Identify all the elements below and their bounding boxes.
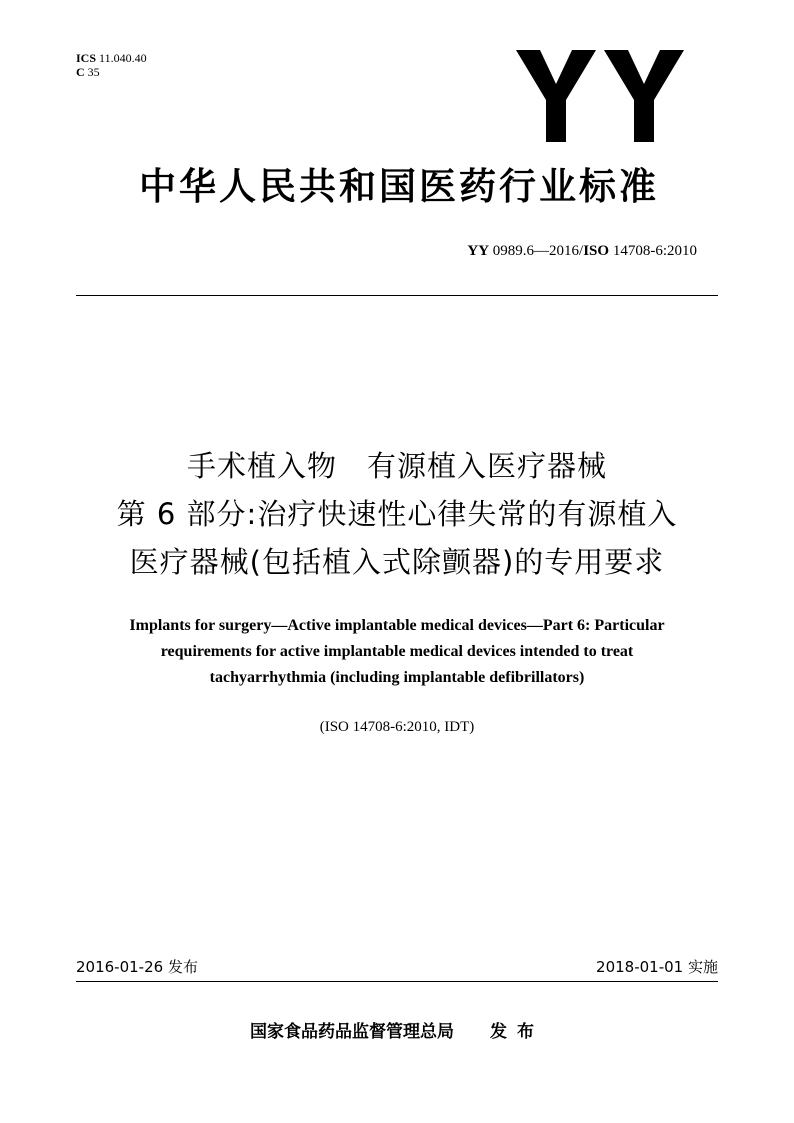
iso-number: 14708-6:2010 xyxy=(612,243,697,259)
title-cn-line-3: 医疗器械(包括植入式除颤器)的专用要求 xyxy=(129,545,665,579)
issue-date: 2016-01-26 发布 xyxy=(76,958,198,976)
ics-code: 11.040.40 xyxy=(99,51,147,65)
organization-title: 中华人民共和国医药行业标准 xyxy=(139,165,659,208)
standard-number xyxy=(467,241,697,261)
bottom-divider xyxy=(76,981,718,982)
publisher-line xyxy=(0,1020,794,1044)
classification-block xyxy=(76,51,147,79)
logo-letter-y-1 xyxy=(516,50,596,142)
title-cn-line-1: 手术植入物 有源植入医疗器械 xyxy=(186,449,607,483)
standard-number-value: 0989.6—2016/ xyxy=(492,243,584,259)
ics-line xyxy=(76,51,147,65)
logo-letter-y-2 xyxy=(604,50,684,142)
title-chinese xyxy=(0,442,794,586)
top-divider xyxy=(76,295,718,296)
standard-prefix: YY xyxy=(467,243,490,259)
ccs-line xyxy=(76,65,147,79)
title-english xyxy=(0,613,794,691)
publisher-name: 国家食品药品监督管理总局 xyxy=(250,1022,454,1042)
title-cn-line-2: 第 6 部分:治疗快速性心律失常的有源植入 xyxy=(116,497,678,531)
publisher-action: 发布 xyxy=(490,1022,544,1042)
equivalence-statement: (ISO 14708-6:2010, IDT) xyxy=(319,719,475,735)
yy-logo xyxy=(516,48,686,144)
iso-prefix: ISO xyxy=(583,243,610,259)
implementation-date: 2018-01-01 实施 xyxy=(596,958,718,976)
ccs-label: C xyxy=(76,65,85,79)
title-en-line-2: requirements for active implantable medical devices intended to treat xyxy=(160,643,634,660)
title-en-line-3: tachyarrhythmia (including implantable defibrillators) xyxy=(209,669,585,686)
ccs-code: 35 xyxy=(87,65,100,79)
title-en-line-1: Implants for surgery—Active implantable medical devices—Part 6: Particular xyxy=(129,617,665,634)
ics-label: ICS xyxy=(76,51,97,65)
